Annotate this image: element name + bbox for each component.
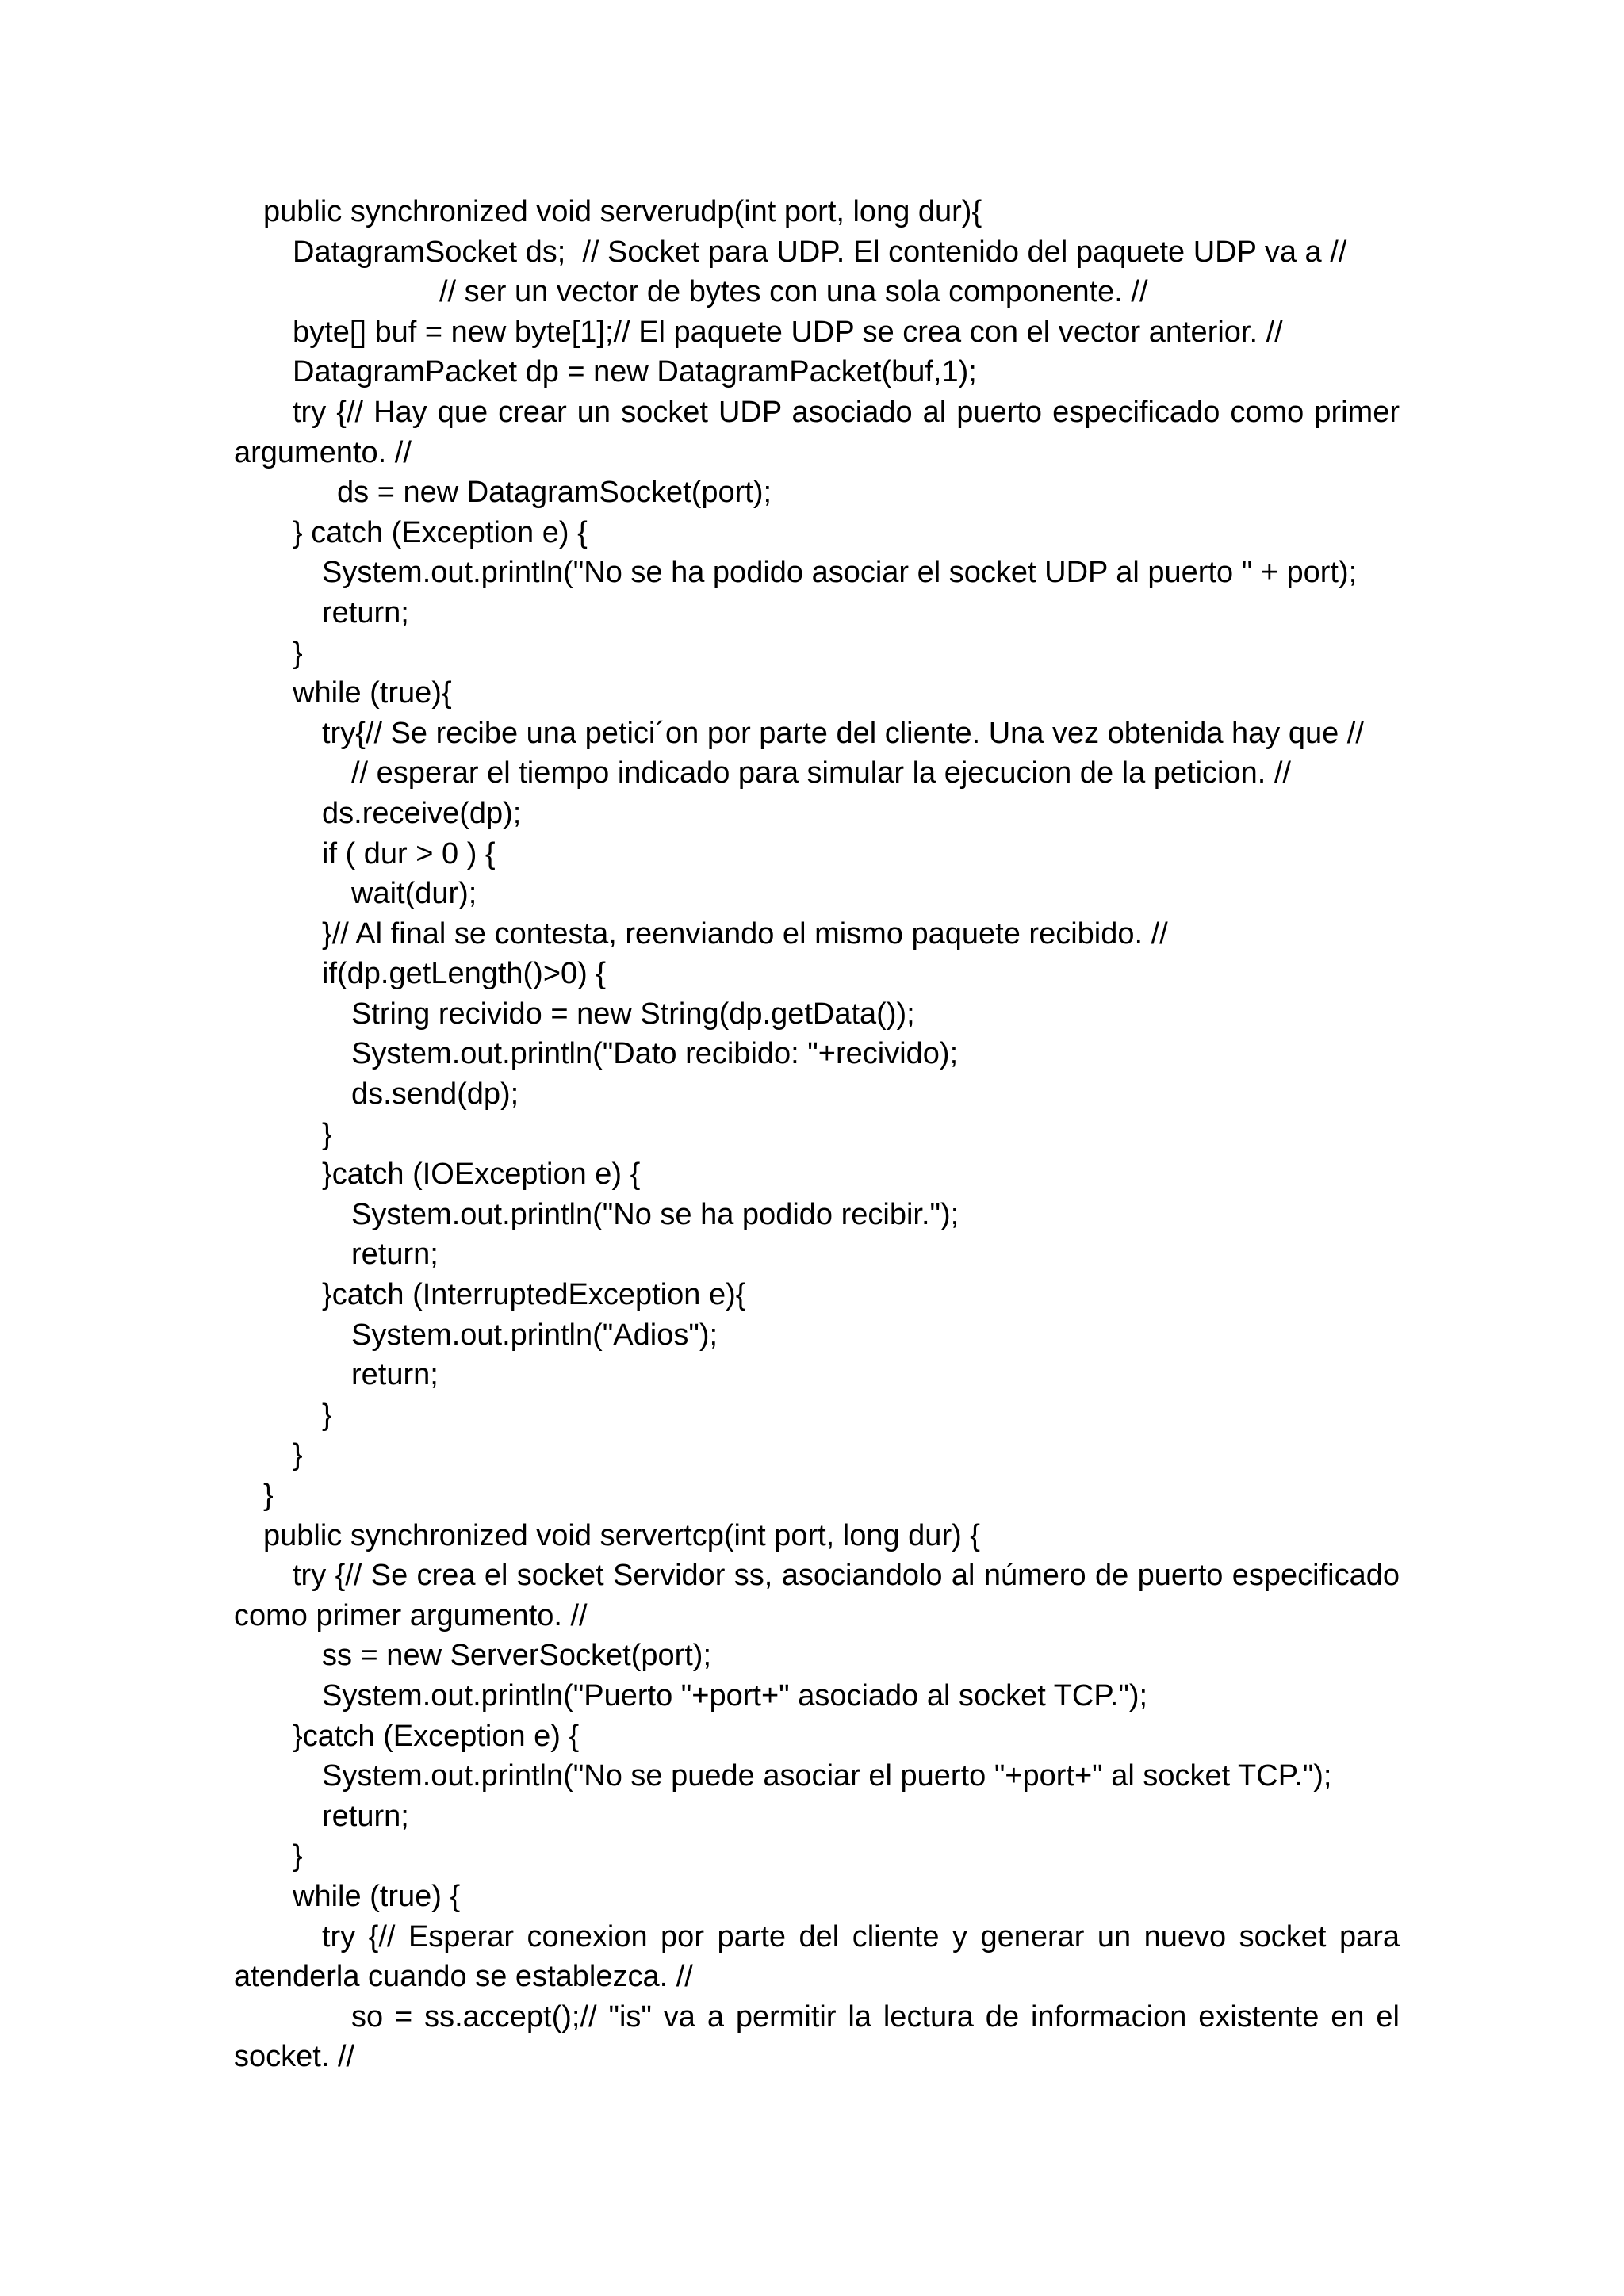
- code-line: return;: [322, 595, 409, 629]
- code-line: }: [293, 1839, 303, 1873]
- code-line: System.out.println("Adios");: [351, 1318, 718, 1352]
- code-line: }catch (Exception e) {: [293, 1719, 580, 1753]
- code-line: como primer argumento. //: [234, 1598, 588, 1632]
- code-line: try {// Esperar conexion por parte del cliente y generar un nuevo socket para: [322, 1919, 1400, 1954]
- code-line: DatagramPacket dp = new DatagramPacket(buf,1);: [293, 355, 977, 389]
- code-line: while (true) {: [293, 1879, 461, 1913]
- code-line: public synchronized void servertcp(int port, long dur) {: [263, 1518, 981, 1552]
- code-line: }// Al final se contesta, reenviando el mismo paquete recibido. //: [322, 916, 1168, 951]
- code-line: DatagramSocket ds; // Socket para UDP. El contenido del paquete UDP va a //: [293, 235, 1347, 269]
- code-line: String recivido = new String(dp.getData());: [351, 997, 915, 1031]
- code-line: ss = new ServerSocket(port);: [322, 1639, 712, 1673]
- code-line: }: [322, 1398, 332, 1432]
- code-line: }catch (IOException e) {: [322, 1158, 641, 1192]
- code-line: return;: [322, 1799, 409, 1833]
- code-line: ds.receive(dp);: [322, 796, 522, 830]
- code-line: }: [263, 1479, 274, 1512]
- code-line: wait(dur);: [351, 877, 477, 911]
- code-line: so = ss.accept();// "is" va a permitir la lectura de informacion existente en el: [351, 1999, 1400, 2034]
- code-line: } catch (Exception e) {: [293, 515, 588, 549]
- code-line: // ser un vector de bytes con una sola componente. //: [439, 275, 1148, 309]
- code-line: System.out.println("No se puede asociar el puerto "+port+" al socket TCP.");: [322, 1759, 1332, 1793]
- code-line: System.out.println("No se ha podido recibir.");: [351, 1197, 959, 1231]
- code-line: socket. //: [234, 2040, 355, 2074]
- code-line: if ( dur > 0 ) {: [322, 836, 496, 871]
- code-line: try {// Hay que crear un socket UDP asociado al puerto especificado como primer: [293, 395, 1400, 429]
- code-line: byte[] buf = new byte[1];// El paquete UDP se crea con el vector anterior. //: [293, 315, 1283, 349]
- code-line: return;: [351, 1238, 439, 1272]
- code-line: argumento. //: [234, 435, 412, 469]
- code-line: System.out.println("Puerto "+port+" asociado al socket TCP.");: [322, 1678, 1148, 1712]
- code-line: public synchronized void serverudp(int port, long dur){: [263, 195, 982, 228]
- code-line: ds.send(dp);: [351, 1077, 519, 1112]
- code-line: // esperar el tiempo indicado para simular la ejecucion de la peticion. //: [351, 756, 1291, 790]
- code-line: }: [293, 1438, 303, 1472]
- code-line: try {// Se crea el socket Servidor ss, asociandolo al número de puerto especificado: [293, 1559, 1400, 1593]
- code-listing: [234, 192, 1400, 2077]
- code-line: }: [293, 636, 303, 670]
- code-line: try{// Se recibe una petici´on por parte del cliente. Una vez obtenida hay que //: [322, 716, 1364, 750]
- code-line: }: [322, 1117, 332, 1151]
- code-line: while (true){: [293, 676, 452, 710]
- code-line: System.out.println("No se ha podido asociar el socket UDP al puerto " + port);: [322, 556, 1358, 590]
- code-line: }catch (InterruptedException e){: [322, 1278, 746, 1312]
- code-line: ds = new DatagramSocket(port);: [337, 476, 772, 510]
- code-line: if(dp.getLength()>0) {: [322, 957, 607, 991]
- code-line: System.out.println("Dato recibido: "+recivido);: [351, 1037, 959, 1071]
- code-line: return;: [351, 1358, 439, 1392]
- code-line: atenderla cuando se establezca. //: [234, 1960, 693, 1994]
